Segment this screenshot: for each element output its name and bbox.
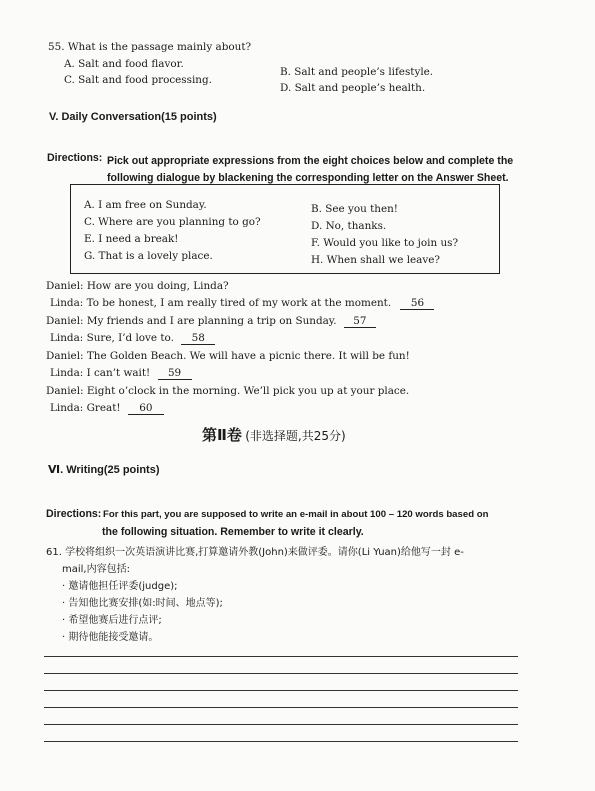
writing-line[interactable]	[44, 690, 518, 691]
dialogue-speaker: Daniel:	[46, 280, 84, 292]
section5-directions-line2: following dialogue by blackening the corresponding letter on the Answer Sheet.	[107, 172, 509, 184]
dialogue-line	[46, 280, 229, 292]
dialogue-text: Eight o’clock in the morning. We’ll pick you up at your place.	[86, 385, 410, 397]
dialogue-text: Sure, I’d love to.	[86, 332, 174, 344]
part2-subtitle: (非选择题,共25分)	[245, 429, 346, 443]
choice-f: F. Would you like to join us?	[311, 237, 459, 249]
choice-d: D. No, thanks.	[311, 220, 387, 232]
q61-bullet: · 邀请他担任评委(judge);	[62, 581, 178, 592]
choices-box	[70, 184, 500, 274]
q61-bullet: · 期待他能接受邀请。	[62, 632, 159, 643]
writing-line[interactable]	[44, 707, 518, 708]
section6-directions-line1: For this part, you are supposed to write an e-mail in about 100 – 120 words based on	[103, 509, 489, 520]
section6-title: Ⅵ. Writing(25 points)	[48, 464, 160, 476]
dialogue-text: I can’t wait!	[86, 367, 151, 379]
answer-blank-56[interactable]: 56	[400, 297, 434, 310]
q61-prompt-line2: mail,内容包括:	[62, 564, 130, 575]
section5-title: V. Daily Conversation(15 points)	[49, 111, 217, 123]
q61-bullet: · 告知他比赛安排(如:时间、地点等);	[62, 598, 223, 609]
dialogue-text: How are you doing, Linda?	[86, 280, 229, 292]
q55-option-a: A. Salt and food flavor.	[64, 58, 184, 70]
dialogue-speaker: Linda:	[50, 402, 84, 414]
choice-h: H. When shall we leave?	[311, 254, 440, 266]
section6-directions-label: Directions:	[46, 508, 102, 520]
dialogue-line	[50, 332, 215, 345]
q61-bullet: · 希望他赛后进行点评;	[62, 615, 162, 626]
writing-line[interactable]	[44, 673, 518, 674]
dialogue-text: The Golden Beach. We will have a picnic there. It will be fun!	[86, 350, 410, 362]
dialogue-speaker: Linda:	[50, 367, 84, 379]
choice-a: A. I am free on Sunday.	[84, 199, 207, 211]
q55-option-b: B. Salt and people’s lifestyle.	[280, 66, 434, 78]
dialogue-speaker: Daniel:	[46, 315, 84, 327]
dialogue-speaker: Linda:	[50, 332, 84, 344]
choice-g: G. That is a lovely place.	[84, 250, 213, 262]
dialogue-line	[46, 350, 410, 362]
choice-b: B. See you then!	[311, 203, 398, 215]
dialogue-speaker: Daniel:	[46, 350, 84, 362]
q61-prompt-line1: 61. 学校将组织一次英语演讲比赛,打算邀请外教(John)来做评委。请你(Li Yuan)给他写一封 e-	[46, 547, 464, 558]
answer-blank-57[interactable]: 57	[344, 315, 376, 328]
choice-c: C. Where are you planning to go?	[84, 216, 261, 228]
part2-title: 第Ⅱ卷	[202, 426, 242, 444]
q55-option-c: C. Salt and food processing.	[64, 74, 212, 86]
writing-line[interactable]	[44, 724, 518, 725]
dialogue-speaker: Linda:	[50, 297, 84, 309]
part2-heading	[202, 424, 346, 445]
answer-blank-60[interactable]: 60	[128, 402, 164, 415]
q55-option-d: D. Salt and people’s health.	[280, 82, 426, 94]
writing-line[interactable]	[44, 656, 518, 657]
dialogue-line	[46, 385, 409, 397]
section6-directions-line2: the following situation. Remember to write it clearly.	[102, 526, 364, 538]
answer-blank-59[interactable]: 59	[158, 367, 192, 380]
dialogue-text: To be honest, I am really tired of my work at the moment.	[86, 297, 392, 309]
dialogue-line	[46, 315, 376, 328]
section5-directions-line1: Pick out appropriate expressions from the eight choices below and complete the	[107, 155, 514, 167]
q55-stem: 55. What is the passage mainly about?	[48, 41, 252, 53]
answer-blank-58[interactable]: 58	[181, 332, 215, 345]
dialogue-text: Great!	[86, 402, 121, 414]
dialogue-speaker: Daniel:	[46, 385, 84, 397]
section5-directions-label: Directions:	[47, 152, 103, 164]
choice-e: E. I need a break!	[84, 233, 179, 245]
dialogue-line	[50, 402, 164, 415]
dialogue-line	[50, 367, 192, 380]
dialogue-text: My friends and I are planning a trip on Sunday.	[86, 315, 337, 327]
dialogue-line	[50, 297, 434, 310]
writing-line[interactable]	[44, 741, 518, 742]
